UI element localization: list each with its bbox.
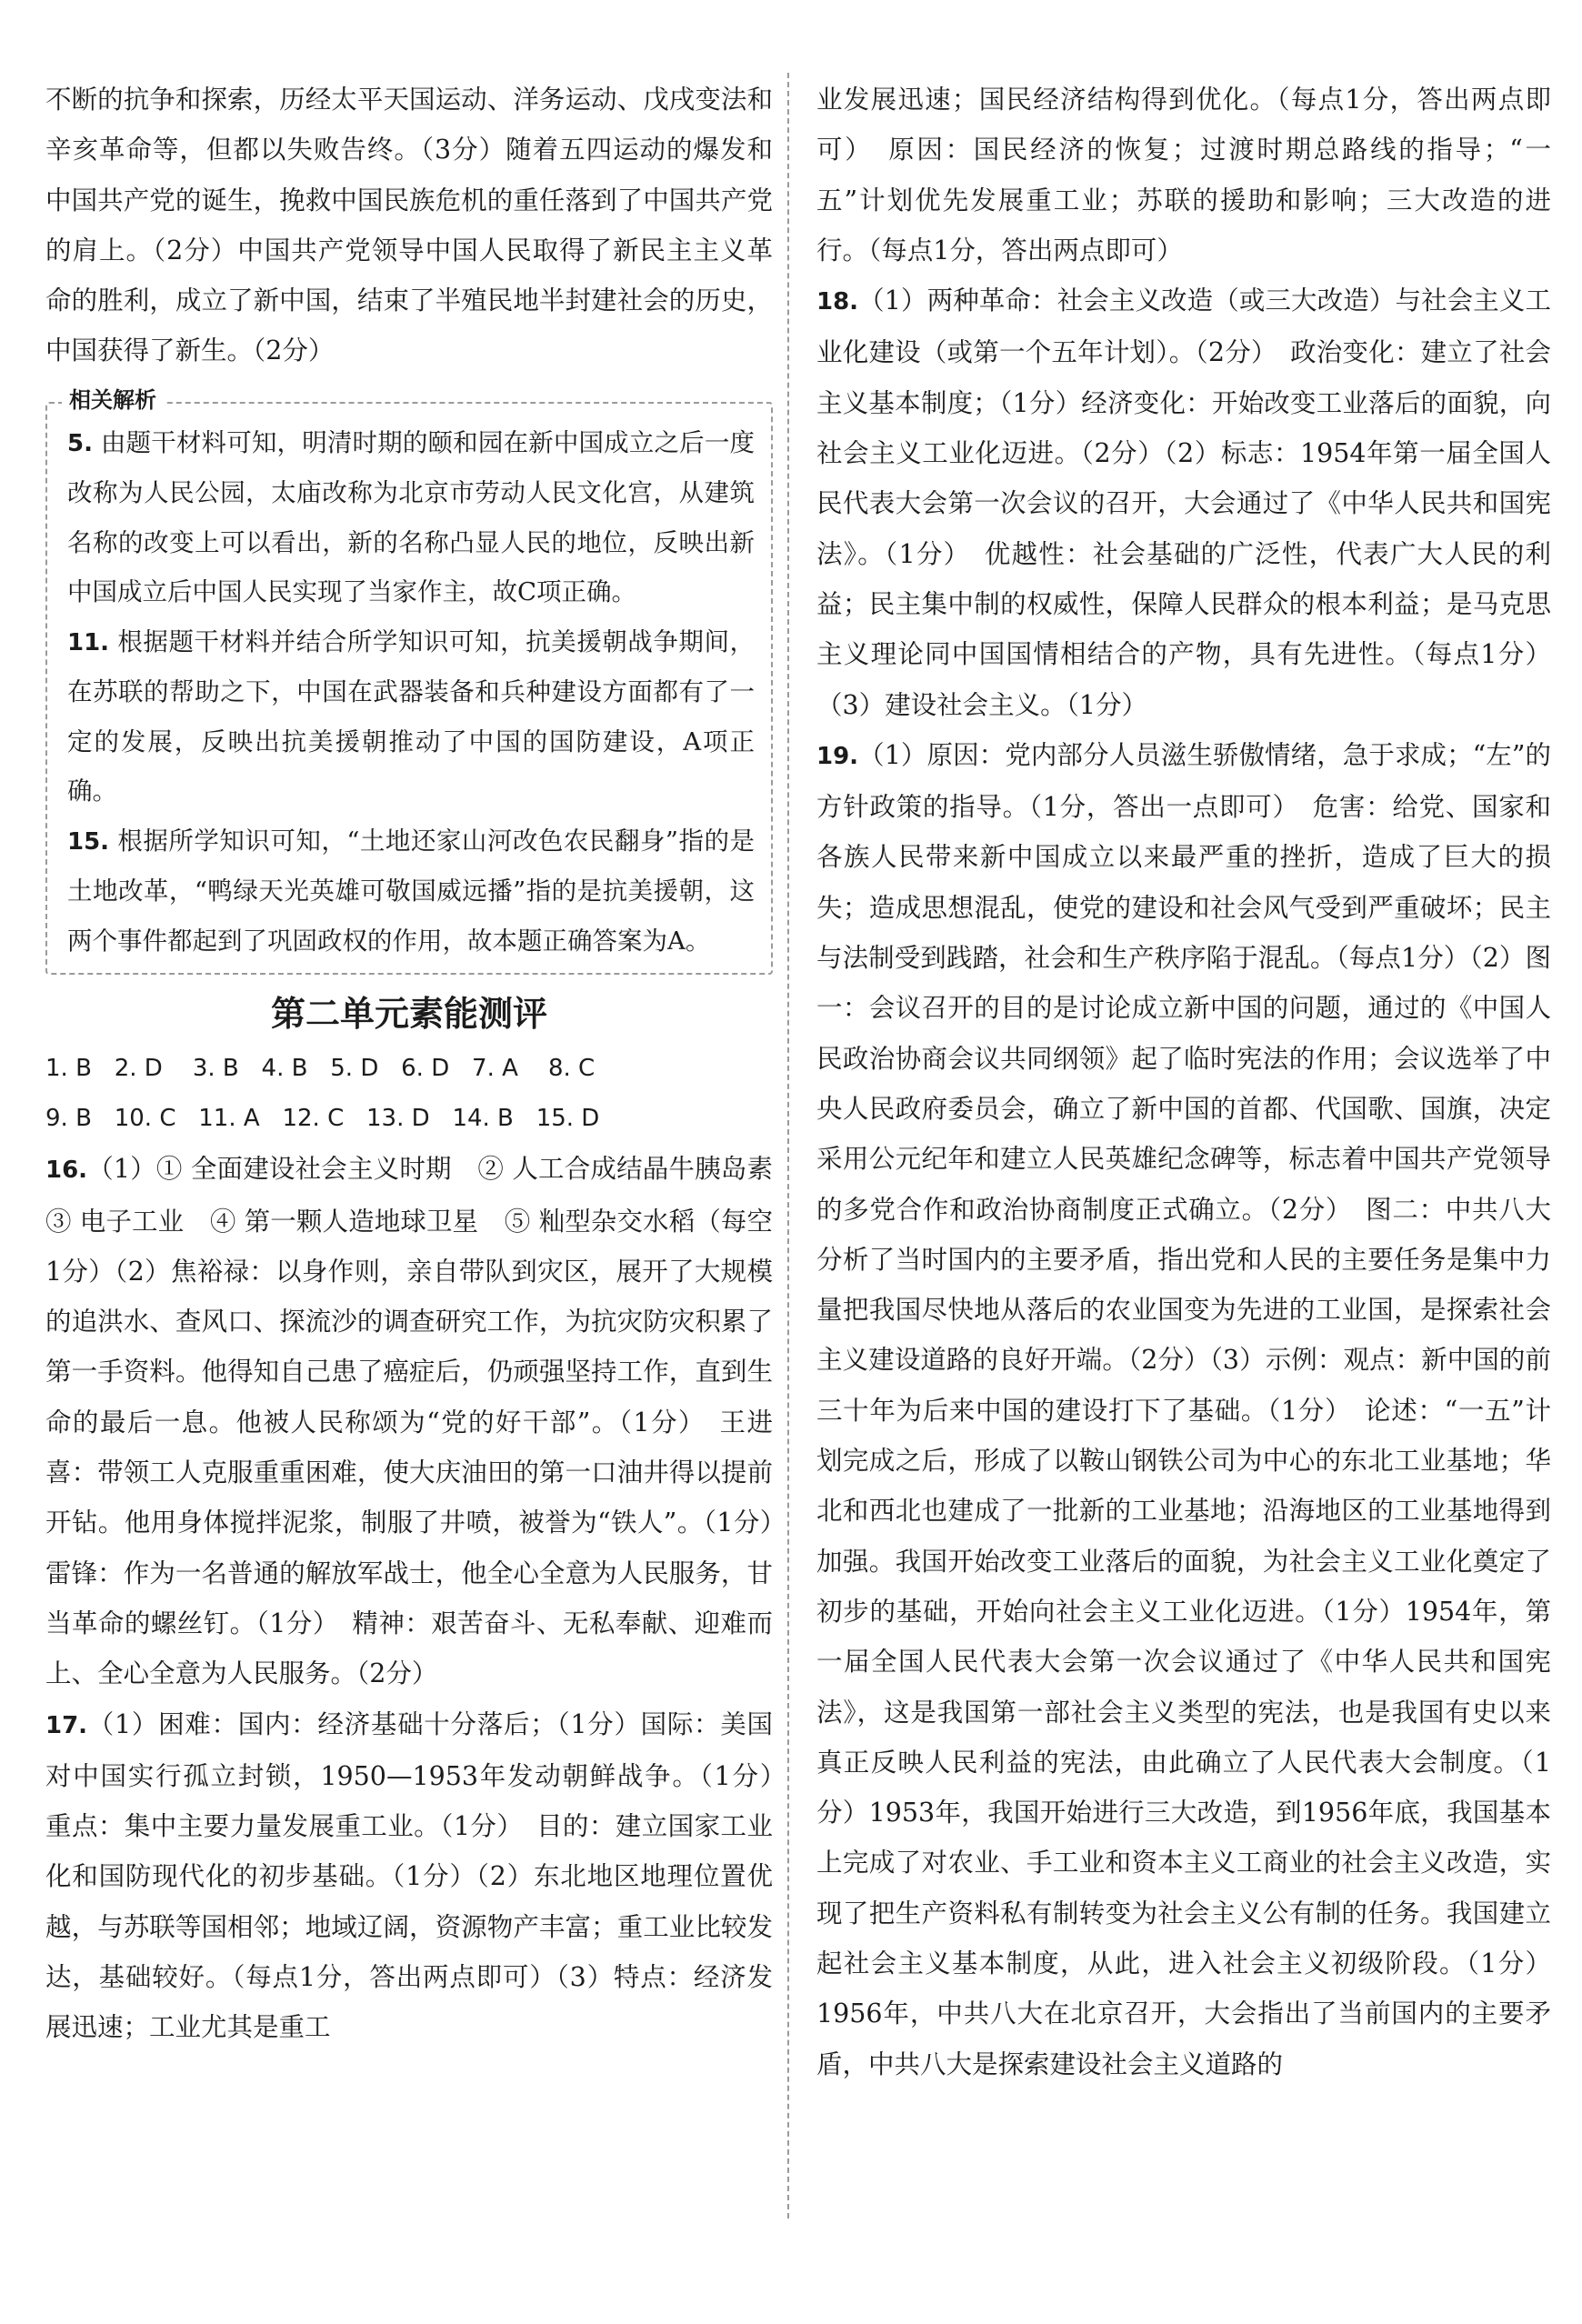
analysis-item (67, 816, 755, 967)
section-title: 第二单元素能测评 (270, 994, 547, 1035)
question-16-answer (45, 1144, 799, 1698)
question-18-answer (816, 275, 1551, 730)
question-number: 16. (45, 1157, 88, 1185)
analysis-item-number: 5. (67, 429, 93, 457)
question-text: （1）原因：党内部分人员滋生骄傲情绪，急于求成；“左”的方针政策的指导。（1分，答出一点即可） 危害：给党、国家和各族人民带来新中国成立以来最严重的挫折，造成了巨大的损失；造成思想混乱，使党的建设和社会风气受到严重破坏；民主与法制受到践踏，社会和生产秩序陷于混乱。（每点1分）（2）图一：会议召开的目的是讨论成立新中国的问题，通过的《中国人民政治协商会议共同纲领》起了临时宪法的作用；会议选举了中央人民政府委员会，确立了新中国的首都、代国歌、国旗，决定采用公元纪年和建立人民英雄纪念碑等，标志着中国共产党领导的多党合作和政治协商制度正式确立。（2分） 图二：中共八大分析了当时国内的主要矛盾，指出党和人民的主要任务是集中力量把我国尽快地从落后的农业国变为先进的工业国，是探索社会主义建设道路的良好开端。（2分）（3）示例：观点：新中国的前三十年为后来中国的建设打下了基础。（1分） 论述：“一五”计划完成之后，形成了以鞍山钢铁公司为中心的东北工业基地；华北和西北也建成了一批新的工业基地；沿海地区的工业基地得到加强。我国开始改变工业落后的面貌，为社会主义工业化奠定了初步的基础，开始向社会主义工业化迈进。（1分）1954年，第一届全国人民代表大会第一次会议通过了《中华人民共和国宪法》，这是我国第一部社会主义类型的宪法，也是我国有史以来真正反映人民利益的宪法，由此确立了人民代表大会制度。（1分）1953年，我国开始进行三大改造，到1956年底，我国基本上完成了对农业、手工业和资本主义工商业的社会主义改造，实现了把生产资料私有制转变为社会主义公有制的任务。我国建立起社会主义基本制度，从此，进入社会主义初级阶段。（1分）1956年，中共八大在北京召开，大会指出了当前国内的主要矛盾，中共八大是探索建设社会主义道路的 (816, 739, 1551, 2079)
question-19-answer (816, 730, 1551, 2089)
analysis-item-number: 15. (67, 827, 110, 856)
question-text: （1）① 全面建设社会主义时期 ② 人工合成结晶牛胰岛素 ③ 电子工业 ④ 第一颗人造地球卫星 ⑤ 籼型杂交水稻（每空1分）（2）焦裕禄：以身作则，亲自带队到灾区，展开了大规模的追洪水、查风口、探流沙的调查研究工作，为抗灾防灾积累了第一手资料。他得知自己患了癌症后，仍顽强坚持工作，直到生命的最后一息。他被人民称颂为“党的好干部”。（1分） 王进喜：带领工人克服重重困难，使大庆油田的第一口油井得以提前开钻。他用身体搅拌泥浆，制服了井喷，被誉为“铁人”。（1分） 雷锋：作为一名普通的解放军战士，他全心全意为人民服务，甘当革命的螺丝钉。（1分） 精神：艰苦奋斗、无私奉献、迎难而上、全心全意为人民服务。（2分） (45, 1154, 799, 1689)
answer-key-row-1: 1. B 2. D 3. B 4. B 5. D 6. D 7. A 8. C (45, 1055, 596, 1083)
analysis-item-text: 由题干材料可知，明清时期的颐和园在新中国成立之后一度改称为人民公园，太庙改称为北京市劳动人民文化宫，从建筑名称的改变上可以看出，新的名称凸显人民的地位，反映出新中国成立后中国人民实现了当家作主，故C项正确。 (67, 427, 755, 607)
analysis-item-text: 根据题干材料并结合所学知识可知，抗美援朝战争期间，在苏联的帮助之下，中国在武器装备和兵种建设方面都有了一定的发展，反映出抗美援朝推动了中国的国防建设，A项正确。 (67, 626, 755, 806)
analysis-title: 相关解析 (62, 386, 164, 415)
question-text: （1）困难：国内：经济基础十分落后；（1分）国际：美国对中国实行孤立封锁，1950—1953年发动朝鲜战争。（1分） 重点：集中主要力量发展重工业。（1分） 目的：建立国家工业化和国防现代化的初步基础。（1分）（2）东北地区地理位置优越，与苏联等国相邻；地域辽阔，资源物产丰富；重工业比较发达，基础较好。（每点1分，答出两点即可）（3）特点：经济发展迅速；工业尤其是重工 (45, 1708, 799, 2043)
analysis-item-number: 11. (67, 628, 110, 656)
question-number: 19. (816, 742, 859, 770)
column-divider (787, 73, 789, 2219)
right-column (816, 75, 1551, 2089)
left-continued-text: 不断的抗争和探索，历经太平天国运动、洋务运动、戊戌变法和辛亥革命等，但都以失败告终。（3分）随着五四运动的爆发和中国共产党的诞生，挽救中国民族危机的重任落到了中国共产党的肩上。（2分）中国共产党领导中国人民取得了新民主主义革命的胜利，成立了新中国，结束了半殖民地半封建社会的历史，中国获得了新生。（2分） (45, 85, 773, 366)
question-text: （1）两种革命：社会主义改造（或三大改造）与社会主义工业化建设（或第一个五年计划）。（2分） 政治变化：建立了社会主义基本制度；（1分）经济变化：开始改变工业落后的面貌，向社会主义工业化迈进。（2分）（2）标志：1954年第一届全国人民代表大会第一次会议的召开，大会通过了《中华人民共和国宪法》。（1分） 优越性：社会基础的广泛性，代表广大人民的利益；民主集中制的权威性，保障人民群众的根本利益；是马克思主义理论同中国国情相结合的产物，具有先进性。（每点1分）（3）建设社会主义。（1分） (816, 285, 1551, 720)
analysis-item-text: 根据所学知识可知，“土地还家山河改色农民翻身”指的是土地改革，“鸭绿天光英雄可敬国威远播”指的是抗美援朝，这两个事件都起到了巩固政权的作用，故本题正确答案为A。 (67, 826, 755, 956)
question-17-answer (45, 1699, 799, 2053)
question-number: 18. (816, 288, 859, 316)
question-number: 17. (45, 1711, 88, 1739)
analysis-box (45, 386, 773, 976)
right-continued-text: 业发展迅速；国民经济结构得到优化。（每点1分，答出两点即可） 原因：国民经济的恢复；过渡时期总路线的指导；“一五”计划优先发展重工业；苏联的援助和影响；三大改造的进行。（每点1分，答出两点即可） (816, 85, 1551, 265)
answer-key-row-2: 9. B 10. C 11. A 12. C 13. D 14. B 15. D (45, 1105, 600, 1133)
left-column (45, 75, 799, 2053)
analysis-item (67, 617, 755, 816)
analysis-item (67, 418, 755, 617)
